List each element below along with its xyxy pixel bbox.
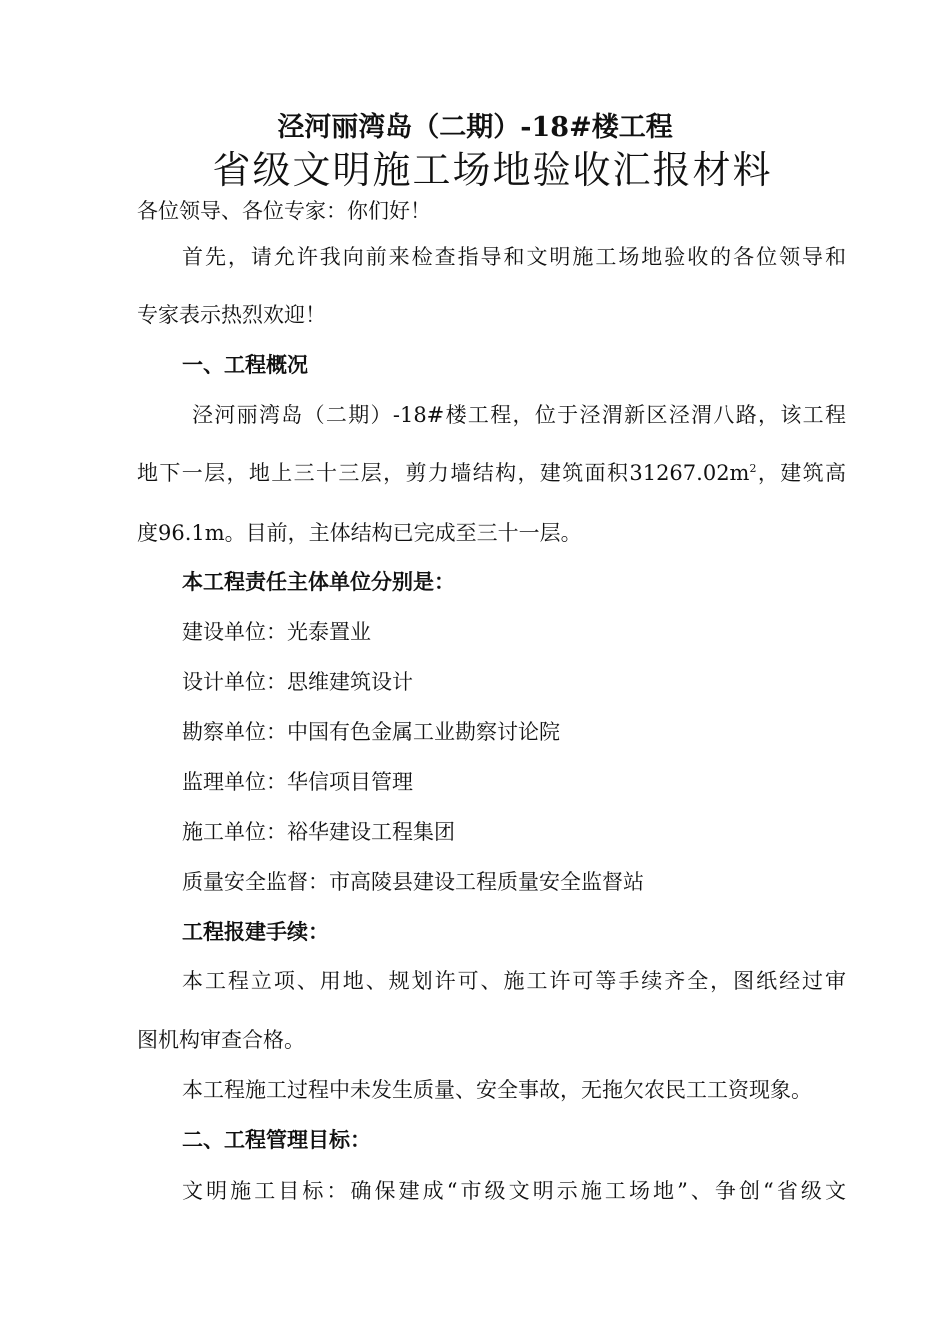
overview-line-3: 度96.1m。目前，主体结构已完成至三十一层。 [137, 521, 582, 545]
overview-line-1: 泾河丽湾岛（二期）-18#楼工程，位于泾渭新区泾渭八路，该工程 [192, 403, 846, 427]
goal-line: 文明施工目标：确保建成“市级文明示施工场地”、争创“省级文 [182, 1179, 846, 1203]
overview-line-2-suffix: ，建筑高 [756, 461, 846, 485]
procedures-line-1: 本工程立项、用地、规划许可、施工许可等手续齐全，图纸经过审 [182, 969, 846, 993]
unit-item-survey: 勘察单位：中国有色金属工业勘察讨论院 [182, 720, 560, 744]
units-heading: 本工程责任主体单位分别是： [182, 569, 455, 594]
area-unit-superscript: 2 [749, 462, 757, 475]
section2-heading: 二、工程管理目标： [182, 1127, 371, 1152]
welcome-line-1: 首先，请允许我向前来检查指导和文明施工场地验收的各位领导和 [182, 245, 846, 269]
procedures-heading: 工程报建手续： [182, 919, 329, 944]
procedures-line-3: 本工程施工过程中未发生质量、安全事故，无拖欠农民工工资现象。 [182, 1078, 812, 1102]
unit-item-design: 设计单位：思维建筑设计 [182, 670, 413, 694]
greeting: 各位领导、各位专家：你们好！ [137, 199, 431, 223]
welcome-line-2: 专家表示热烈欢迎！ [137, 303, 326, 327]
document-title: 泾河丽湾岛（二期）-18#楼工程 [277, 112, 673, 143]
unit-item-construction: 建设单位：光泰置业 [182, 620, 371, 644]
unit-item-contractor: 施工单位：裕华建设工程集团 [182, 820, 455, 844]
overview-line-2-text: 地下一层，地上三十三层，剪力墙结构，建筑面积31267.02m [137, 461, 750, 485]
unit-item-supervision: 监理单位：华信项目管理 [182, 770, 413, 794]
procedures-line-2: 图机构审查合格。 [137, 1028, 305, 1052]
unit-item-quality-safety: 质量安全监督：市高陵县建设工程质量安全监督站 [182, 870, 644, 894]
section1-heading: 一、工程概况 [182, 352, 308, 377]
document-subtitle: 省级文明施工场地验收汇报材料 [212, 148, 773, 192]
overview-line-2 [137, 458, 846, 488]
